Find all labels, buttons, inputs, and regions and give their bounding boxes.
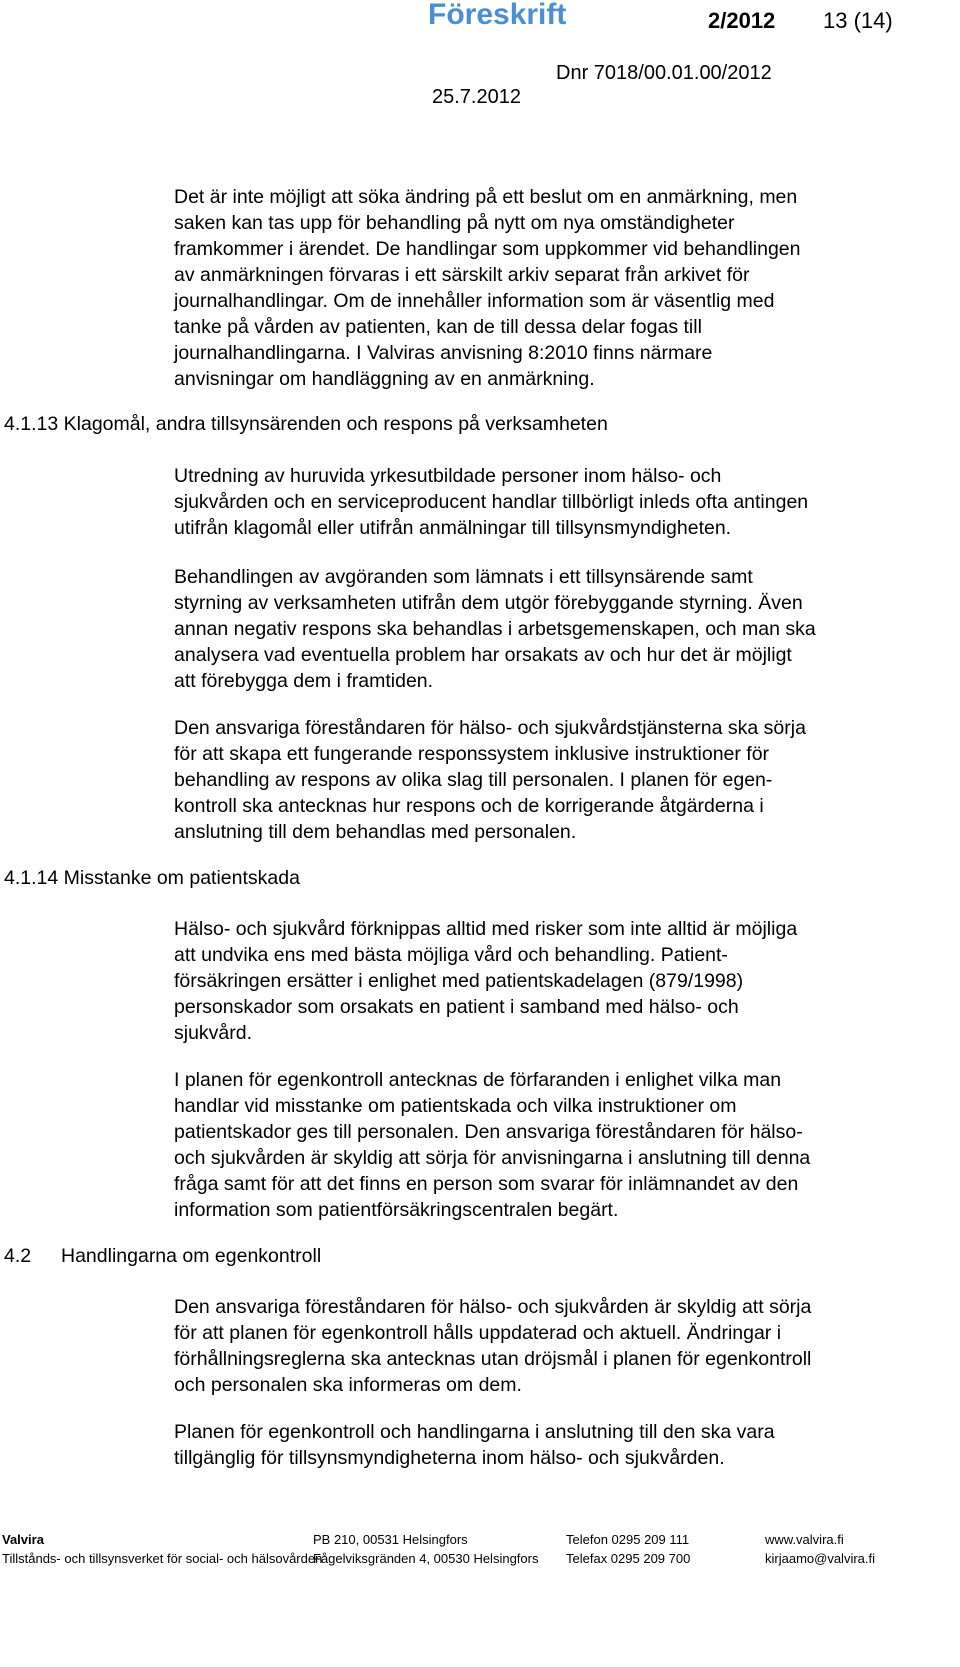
text-line: sjukvård. [174,1022,253,1044]
text-line: Behandlingen av avgöranden som lämnats i ett tillsynsärende samt [174,566,753,588]
text-line: att förebygga dem i framtiden. [174,670,434,692]
section-title: Misstanke om patientskada [63,867,300,889]
section-heading-4-1-13 [4,411,608,437]
text-line: Planen för egenkontroll och handlingarna i anslutning till den ska vara [174,1421,775,1443]
paragraph [174,564,909,694]
text-line: annan negativ respons ska behandlas i arbetsgemenskapen, och man ska [174,618,816,640]
text-line: framkommer i ärendet. De handlingar som uppkommer vid behandlingen [174,238,801,260]
text-line: sjukvården och en serviceproducent handlar tillbörligt inleds ofta antingen [174,491,809,513]
footer-website-link[interactable]: www.valvira.fi [765,1532,844,1547]
text-line: kontroll ska antecknas hur respons och de korrigerande åtgärderna i [174,795,764,817]
text-line: styrning av verksamheten utifrån dem utgör förebyggande styrning. Även [174,592,803,614]
section-title: Handlingarna om egenkontroll [61,1245,322,1267]
paragraph-remark-appeal [174,184,909,392]
text-line: anvisningar om handläggning av en anmärkning. [174,368,595,390]
text-line: fråga samt för att det finns en person som svarar för inlämnandet av den [174,1173,799,1195]
text-line: Utredning av huruvida yrkesutbildade personer inom hälso- och [174,465,722,487]
text-line: av anmärkningen förvaras i ett särskilt arkiv separat från arkivet för [174,264,750,286]
text-line: tillgänglig för tillsynsmyndigheterna inom hälso- och sjukvården. [174,1447,725,1469]
text-line: Den ansvariga föreståndaren för hälso- och sjukvårdstjänsterna ska sörja [174,717,806,739]
text-line: behandling av respons av olika slag till personalen. I planen för egen- [174,769,773,791]
text-line: information som patientförsäkringscentralen begärt. [174,1199,619,1221]
footer-street-address: Fågelviksgränden 4, 00530 Helsingfors [313,1551,539,1566]
footer-address [313,1530,538,1568]
footer-organization [2,1530,322,1568]
text-line: analysera vad eventuella problem har orsakats av och hur det är möjligt [174,644,792,666]
section-number: 4.1.14 [4,867,59,889]
footer-org-name: Valvira [2,1532,44,1547]
section-title: Klagomål, andra tillsynsärenden och respons på verksamheten [63,413,608,435]
footer-phones [566,1530,690,1568]
text-line: tanke på vården av patienten, kan de till dessa delar fogas till [174,316,702,338]
text-line: saken kan tas upp för behandling på nytt om nya omständigheter [174,212,735,234]
paragraph [174,1419,909,1471]
footer-org-full-name: Tillstånds- och tillsynsverket för social- och hälsovården [2,1551,323,1566]
section-heading-4-2 [4,1243,321,1269]
text-line: Hälso- och sjukvård förknippas alltid med risker som inte alltid är möjliga [174,918,798,940]
text-line: journalhandlingar. Om de innehåller information som är väsentlig med [174,290,775,312]
document-date: 25.7.2012 [432,86,521,108]
text-line: för att skapa ett fungerande responssystem inklusive instruktioner för [174,743,770,765]
footer-email-link[interactable]: kirjaamo@valvira.fi [765,1551,875,1566]
paragraph [174,1294,909,1398]
text-line: handlar vid misstanke om patientskada och vilka instruktioner om [174,1095,737,1117]
text-line: anslutning till dem behandlas med personalen. [174,821,577,843]
text-line: journalhandlingarna. I Valviras anvisning 8:2010 finns närmare [174,342,713,364]
text-line: försäkringen ersätter i enlighet med patientskadelagen (879/1998) [174,970,744,992]
text-line: personskador som orsakats en patient i samband med hälso- och [174,996,739,1018]
document-type-title: Föreskrift [428,0,567,31]
paragraph [174,715,909,845]
text-line: Det är inte möjligt att söka ändring på ett beslut om en anmärkning, men [174,186,798,208]
text-line: utifrån klagomål eller utifrån anmälningar till tillsynsmyndigheten. [174,517,732,539]
document-number: 2/2012 [708,8,776,33]
diary-number: Dnr 7018/00.01.00/2012 [556,62,772,84]
page-indicator: 13 (14) [823,8,893,33]
section-heading-4-1-14 [4,865,300,891]
footer-fax: Telefax 0295 209 700 [566,1551,691,1566]
paragraph [174,916,909,1046]
text-line: Den ansvariga föreståndaren för hälso- och sjukvården är skyldig att sörja [174,1296,812,1318]
text-line: att undvika ens med bästa möjliga vård och behandling. Patient- [174,944,728,966]
footer-contacts [765,1530,875,1568]
text-line: I planen för egenkontroll antecknas de förfaranden i enlighet vilka man [174,1069,782,1091]
text-line: och personalen ska informeras om dem. [174,1374,522,1396]
paragraph [174,463,909,541]
footer-postal-address: PB 210, 00531 Helsingfors [313,1532,468,1547]
section-number: 4.1.13 [4,413,59,435]
text-line: förhållningsreglerna ska antecknas utan dröjsmål i planen för egenkontroll [174,1348,812,1370]
section-number: 4.2 [4,1245,32,1267]
text-line: patientskador ges till personalen. Den ansvariga föreståndaren för hälso- [174,1121,803,1143]
text-line: för att planen för egenkontroll hålls uppdaterad och aktuell. Ändringar i [174,1322,782,1344]
footer-phone: Telefon 0295 209 111 [566,1532,690,1547]
paragraph [174,1067,909,1223]
text-line: och sjukvården är skyldig att sörja för anvisningarna i anslutning till denna [174,1147,811,1169]
